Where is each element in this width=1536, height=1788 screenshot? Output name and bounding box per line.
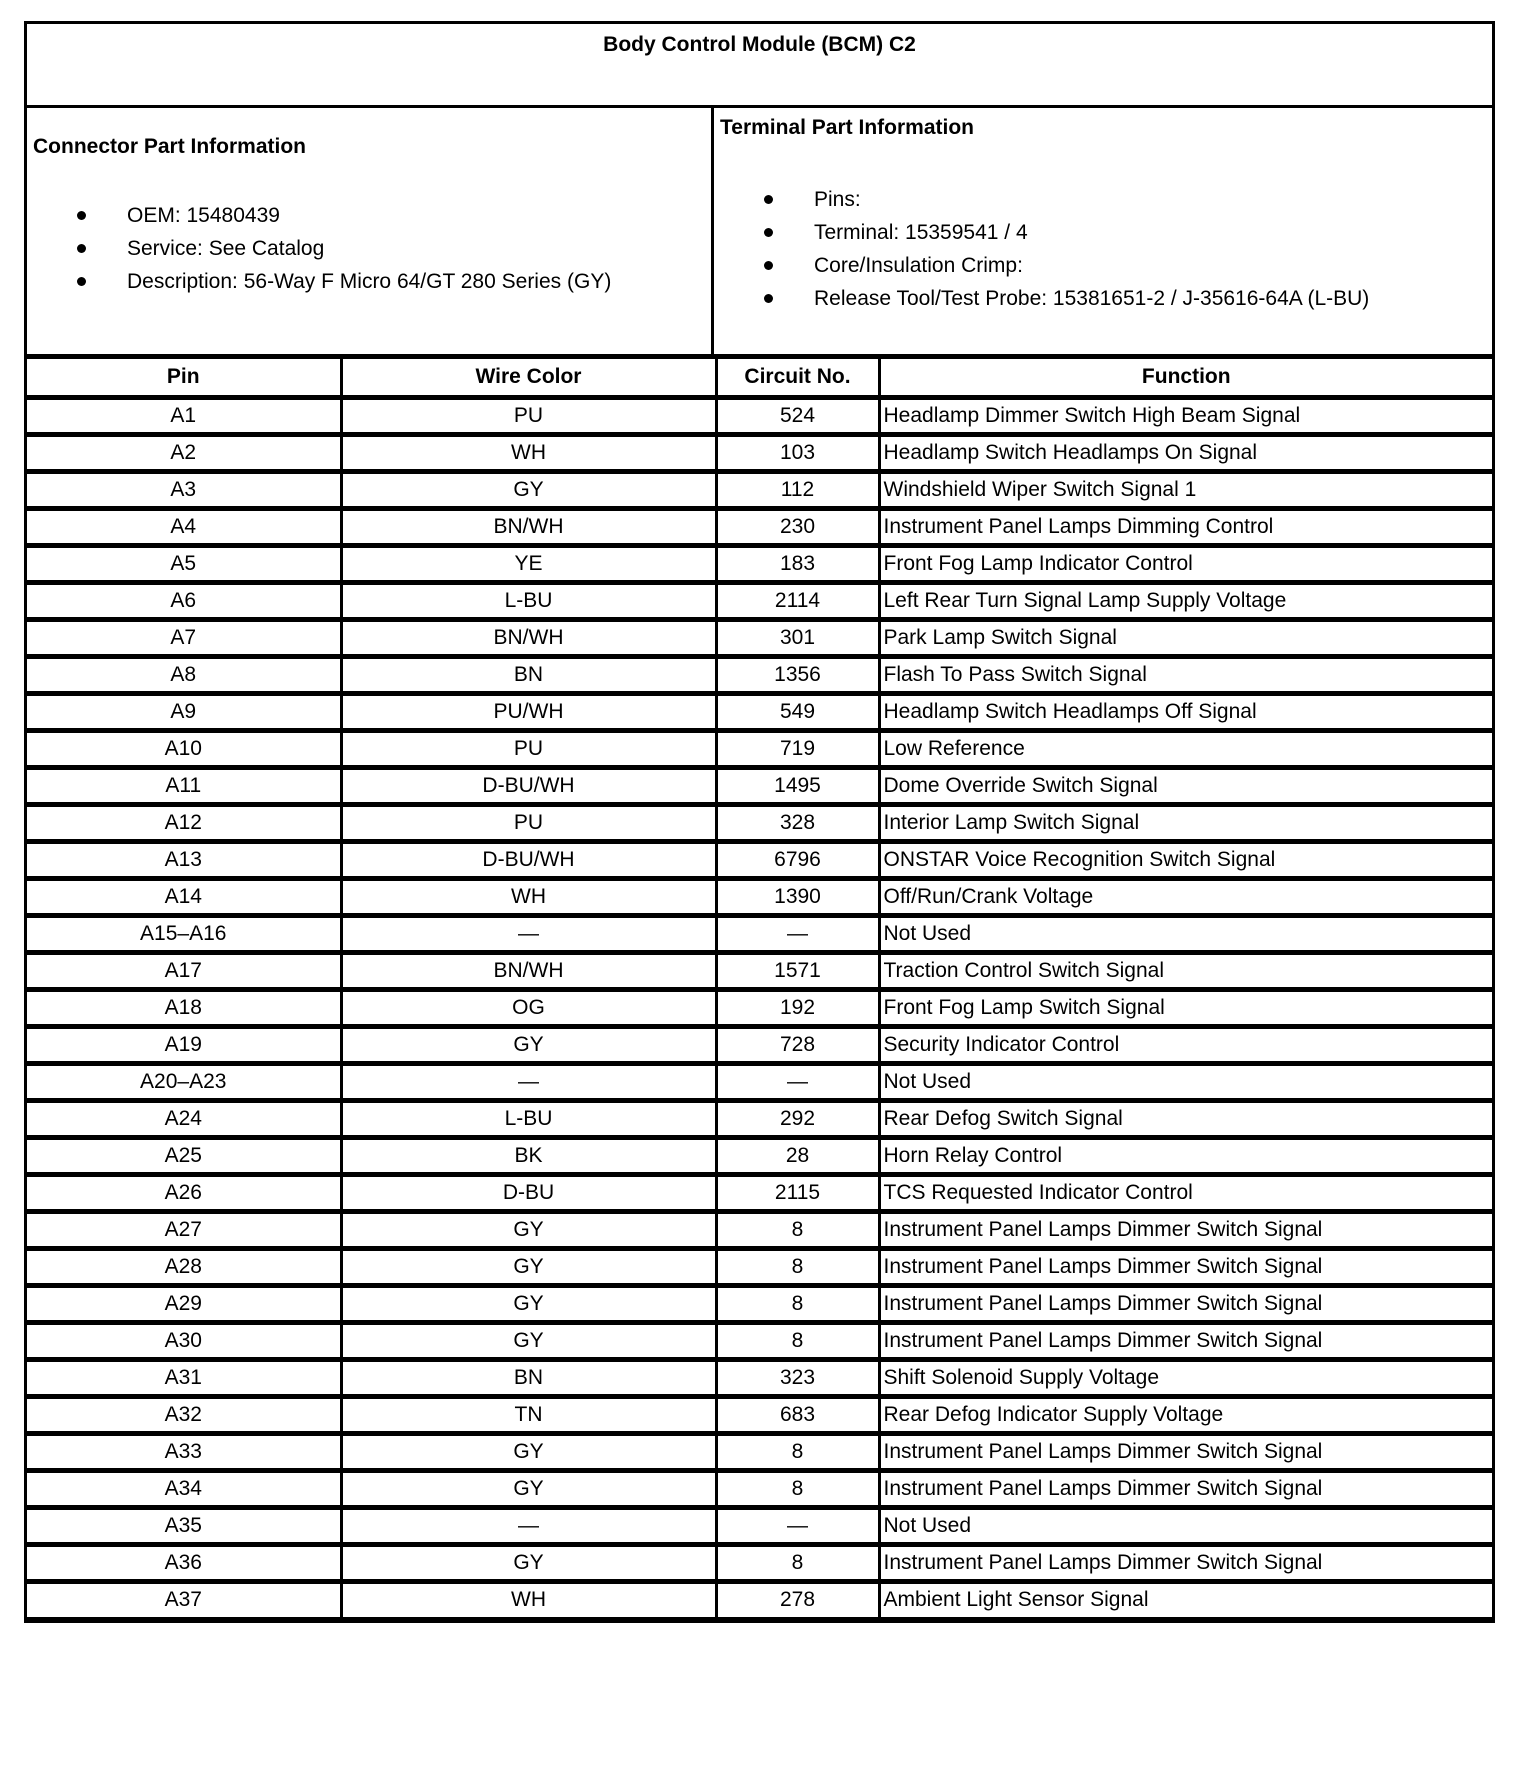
pin-cell: A13 xyxy=(27,841,341,878)
terminal-info-item xyxy=(764,216,1369,249)
pin-cell: A35 xyxy=(27,1507,341,1544)
pin-cell: A25 xyxy=(27,1137,341,1174)
circuit-no-cell: 683 xyxy=(716,1396,879,1433)
wire-color-cell: YE xyxy=(341,545,716,582)
pin-cell: A28 xyxy=(27,1248,341,1285)
table-row xyxy=(27,1248,1492,1285)
wire-color-cell: WH xyxy=(341,1581,716,1618)
pin-cell: A31 xyxy=(27,1359,341,1396)
table-row xyxy=(27,1322,1492,1359)
function-cell: Instrument Panel Lamps Dimmer Switch Signal xyxy=(879,1470,1492,1507)
connector-info-heading: Connector Part Information xyxy=(33,135,307,158)
wire-color-cell: BN/WH xyxy=(341,952,716,989)
bullet-icon xyxy=(77,211,86,220)
wire-color-cell: OG xyxy=(341,989,716,1026)
terminal-part-info xyxy=(714,108,1492,354)
function-cell: Flash To Pass Switch Signal xyxy=(879,656,1492,693)
circuit-no-cell: 1390 xyxy=(716,878,879,915)
function-cell: TCS Requested Indicator Control xyxy=(879,1174,1492,1211)
function-cell: Instrument Panel Lamps Dimmer Switch Signal xyxy=(879,1248,1492,1285)
table-row xyxy=(27,582,1492,619)
table-row xyxy=(27,1544,1492,1581)
wire-color-cell: GY xyxy=(341,1322,716,1359)
wire-color-cell: D-BU/WH xyxy=(341,767,716,804)
circuit-no-cell: 6796 xyxy=(716,841,879,878)
pin-cell: A27 xyxy=(27,1211,341,1248)
bullet-icon xyxy=(764,195,773,204)
circuit-no-cell: 2114 xyxy=(716,582,879,619)
pin-cell: A37 xyxy=(27,1581,341,1618)
wire-color-cell: — xyxy=(341,915,716,952)
function-cell: Headlamp Switch Headlamps On Signal xyxy=(879,434,1492,471)
wire-color-cell: GY xyxy=(341,1433,716,1470)
function-cell: Instrument Panel Lamps Dimmer Switch Signal xyxy=(879,1322,1492,1359)
table-row xyxy=(27,1063,1492,1100)
function-cell: Instrument Panel Lamps Dimmer Switch Signal xyxy=(879,1285,1492,1322)
table-row xyxy=(27,1396,1492,1433)
connector-info-list xyxy=(77,199,611,298)
pin-cell: A17 xyxy=(27,952,341,989)
table-row xyxy=(27,804,1492,841)
circuit-no-cell: — xyxy=(716,915,879,952)
document-title: Body Control Module (BCM) C2 xyxy=(603,33,916,56)
function-cell: Rear Defog Switch Signal xyxy=(879,1100,1492,1137)
function-cell: Off/Run/Crank Voltage xyxy=(879,878,1492,915)
pin-cell: A7 xyxy=(27,619,341,656)
table-header-row xyxy=(27,359,1492,397)
table-row xyxy=(27,915,1492,952)
bullet-icon xyxy=(764,294,773,303)
wire-color-cell: D-BU/WH xyxy=(341,841,716,878)
wire-color-cell: WH xyxy=(341,434,716,471)
pinout-table-body xyxy=(27,397,1492,1618)
circuit-no-cell: 8 xyxy=(716,1433,879,1470)
function-cell: Interior Lamp Switch Signal xyxy=(879,804,1492,841)
function-cell: ONSTAR Voice Recognition Switch Signal xyxy=(879,841,1492,878)
table-row xyxy=(27,1100,1492,1137)
table-row xyxy=(27,397,1492,434)
table-row xyxy=(27,730,1492,767)
circuit-no-cell: 524 xyxy=(716,397,879,434)
pin-cell: A10 xyxy=(27,730,341,767)
wire-color-cell: WH xyxy=(341,878,716,915)
table-row xyxy=(27,545,1492,582)
function-cell: Left Rear Turn Signal Lamp Supply Voltage xyxy=(879,582,1492,619)
table-row xyxy=(27,989,1492,1026)
function-cell: Not Used xyxy=(879,1507,1492,1544)
table-row xyxy=(27,434,1492,471)
connector-part-info xyxy=(27,108,714,354)
pin-cell: A9 xyxy=(27,693,341,730)
column-header-circuit-no: Circuit No. xyxy=(716,359,879,397)
table-row xyxy=(27,1470,1492,1507)
pin-cell: A1 xyxy=(27,397,341,434)
connector-info-item xyxy=(77,265,611,298)
circuit-no-cell: 549 xyxy=(716,693,879,730)
circuit-no-cell: 292 xyxy=(716,1100,879,1137)
pin-cell: A19 xyxy=(27,1026,341,1063)
terminal-info-text: Core/Insulation Crimp: xyxy=(814,254,1023,277)
pin-cell: A3 xyxy=(27,471,341,508)
pin-cell: A14 xyxy=(27,878,341,915)
terminal-info-text: Pins: xyxy=(814,188,861,211)
terminal-info-item xyxy=(764,183,1369,216)
pin-cell: A2 xyxy=(27,434,341,471)
function-cell: Not Used xyxy=(879,915,1492,952)
bullet-icon xyxy=(764,228,773,237)
table-row xyxy=(27,508,1492,545)
circuit-no-cell: 2115 xyxy=(716,1174,879,1211)
function-cell: Instrument Panel Lamps Dimmer Switch Signal xyxy=(879,1211,1492,1248)
circuit-no-cell: 1495 xyxy=(716,767,879,804)
pin-cell: A30 xyxy=(27,1322,341,1359)
circuit-no-cell: 8 xyxy=(716,1322,879,1359)
function-cell: Traction Control Switch Signal xyxy=(879,952,1492,989)
terminal-info-item xyxy=(764,282,1369,315)
title-row xyxy=(27,24,1492,108)
function-cell: Security Indicator Control xyxy=(879,1026,1492,1063)
terminal-info-text: Release Tool/Test Probe: 15381651-2 / J-35616-64A (L-BU) xyxy=(814,287,1370,310)
table-row xyxy=(27,1359,1492,1396)
function-cell: Windshield Wiper Switch Signal 1 xyxy=(879,471,1492,508)
function-cell: Front Fog Lamp Indicator Control xyxy=(879,545,1492,582)
table-row xyxy=(27,1211,1492,1248)
circuit-no-cell: 278 xyxy=(716,1581,879,1618)
pin-cell: A26 xyxy=(27,1174,341,1211)
wire-color-cell: TN xyxy=(341,1396,716,1433)
wire-color-cell: GY xyxy=(341,1248,716,1285)
wire-color-cell: L-BU xyxy=(341,582,716,619)
part-info-section xyxy=(27,108,1492,359)
circuit-no-cell: 8 xyxy=(716,1285,879,1322)
function-cell: Shift Solenoid Supply Voltage xyxy=(879,1359,1492,1396)
connector-info-text: Description: 56-Way F Micro 64/GT 280 Series (GY) xyxy=(127,270,612,293)
function-cell: Ambient Light Sensor Signal xyxy=(879,1581,1492,1618)
wire-color-cell: GY xyxy=(341,1211,716,1248)
table-row xyxy=(27,1137,1492,1174)
pin-cell: A32 xyxy=(27,1396,341,1433)
function-cell: Headlamp Dimmer Switch High Beam Signal xyxy=(879,397,1492,434)
circuit-no-cell: 8 xyxy=(716,1470,879,1507)
table-row xyxy=(27,1581,1492,1618)
bullet-icon xyxy=(77,277,86,286)
table-row xyxy=(27,1433,1492,1470)
circuit-no-cell: — xyxy=(716,1063,879,1100)
pin-cell: A36 xyxy=(27,1544,341,1581)
bullet-icon xyxy=(77,244,86,253)
table-row xyxy=(27,619,1492,656)
table-row xyxy=(27,767,1492,804)
pin-cell: A4 xyxy=(27,508,341,545)
pin-cell: A5 xyxy=(27,545,341,582)
circuit-no-cell: 1356 xyxy=(716,656,879,693)
circuit-no-cell: 1571 xyxy=(716,952,879,989)
circuit-no-cell: 8 xyxy=(716,1211,879,1248)
circuit-no-cell: — xyxy=(716,1507,879,1544)
function-cell: Instrument Panel Lamps Dimmer Switch Signal xyxy=(879,1433,1492,1470)
pin-cell: A18 xyxy=(27,989,341,1026)
pin-cell: A34 xyxy=(27,1470,341,1507)
pin-cell: A11 xyxy=(27,767,341,804)
circuit-no-cell: 183 xyxy=(716,545,879,582)
wire-color-cell: GY xyxy=(341,1544,716,1581)
circuit-no-cell: 323 xyxy=(716,1359,879,1396)
pin-cell: A29 xyxy=(27,1285,341,1322)
wire-color-cell: PU/WH xyxy=(341,693,716,730)
table-row xyxy=(27,1285,1492,1322)
function-cell: Rear Defog Indicator Supply Voltage xyxy=(879,1396,1492,1433)
table-row xyxy=(27,841,1492,878)
wire-color-cell: BN/WH xyxy=(341,619,716,656)
circuit-no-cell: 8 xyxy=(716,1544,879,1581)
connector-info-text: Service: See Catalog xyxy=(127,237,325,260)
function-cell: Not Used xyxy=(879,1063,1492,1100)
table-row xyxy=(27,952,1492,989)
table-row xyxy=(27,471,1492,508)
connector-info-item xyxy=(77,232,611,265)
wire-color-cell: PU xyxy=(341,730,716,767)
pin-cell: A33 xyxy=(27,1433,341,1470)
column-header-wire-color: Wire Color xyxy=(341,359,716,397)
terminal-info-list xyxy=(764,183,1369,315)
wire-color-cell: — xyxy=(341,1063,716,1100)
connector-info-item xyxy=(77,199,611,232)
function-cell: Park Lamp Switch Signal xyxy=(879,619,1492,656)
pin-cell: A6 xyxy=(27,582,341,619)
function-cell: Horn Relay Control xyxy=(879,1137,1492,1174)
terminal-info-heading: Terminal Part Information xyxy=(720,116,974,139)
pin-cell: A20–A23 xyxy=(27,1063,341,1100)
circuit-no-cell: 192 xyxy=(716,989,879,1026)
terminal-info-text: Terminal: 15359541 / 4 xyxy=(814,221,1028,244)
function-cell: Instrument Panel Lamps Dimmer Switch Signal xyxy=(879,1544,1492,1581)
circuit-no-cell: 112 xyxy=(716,471,879,508)
wire-color-cell: D-BU xyxy=(341,1174,716,1211)
wire-color-cell: BK xyxy=(341,1137,716,1174)
circuit-no-cell: 28 xyxy=(716,1137,879,1174)
function-cell: Instrument Panel Lamps Dimming Control xyxy=(879,508,1492,545)
circuit-no-cell: 103 xyxy=(716,434,879,471)
bullet-icon xyxy=(764,261,773,270)
connector-document xyxy=(24,21,1495,1623)
pin-cell: A12 xyxy=(27,804,341,841)
table-row xyxy=(27,1174,1492,1211)
function-cell: Headlamp Switch Headlamps Off Signal xyxy=(879,693,1492,730)
table-row xyxy=(27,1026,1492,1063)
pin-cell: A15–A16 xyxy=(27,915,341,952)
wire-color-cell: BN/WH xyxy=(341,508,716,545)
connector-info-text: OEM: 15480439 xyxy=(127,204,280,227)
circuit-no-cell: 719 xyxy=(716,730,879,767)
terminal-info-item xyxy=(764,249,1369,282)
wire-color-cell: BN xyxy=(341,656,716,693)
pin-cell: A24 xyxy=(27,1100,341,1137)
table-row xyxy=(27,878,1492,915)
function-cell: Front Fog Lamp Switch Signal xyxy=(879,989,1492,1026)
table-row xyxy=(27,693,1492,730)
wire-color-cell: GY xyxy=(341,471,716,508)
circuit-no-cell: 328 xyxy=(716,804,879,841)
wire-color-cell: BN xyxy=(341,1359,716,1396)
table-row xyxy=(27,1507,1492,1544)
column-header-function: Function xyxy=(879,359,1492,397)
wire-color-cell: GY xyxy=(341,1026,716,1063)
pinout-table xyxy=(27,359,1492,1620)
function-cell: Low Reference xyxy=(879,730,1492,767)
wire-color-cell: — xyxy=(341,1507,716,1544)
circuit-no-cell: 8 xyxy=(716,1248,879,1285)
wire-color-cell: PU xyxy=(341,804,716,841)
table-row xyxy=(27,656,1492,693)
column-header-pin: Pin xyxy=(166,364,200,388)
wire-color-cell: GY xyxy=(341,1470,716,1507)
wire-color-cell: L-BU xyxy=(341,1100,716,1137)
circuit-no-cell: 230 xyxy=(716,508,879,545)
pin-cell: A8 xyxy=(27,656,341,693)
circuit-no-cell: 728 xyxy=(716,1026,879,1063)
wire-color-cell: GY xyxy=(341,1285,716,1322)
wire-color-cell: PU xyxy=(341,397,716,434)
circuit-no-cell: 301 xyxy=(716,619,879,656)
function-cell: Dome Override Switch Signal xyxy=(879,767,1492,804)
